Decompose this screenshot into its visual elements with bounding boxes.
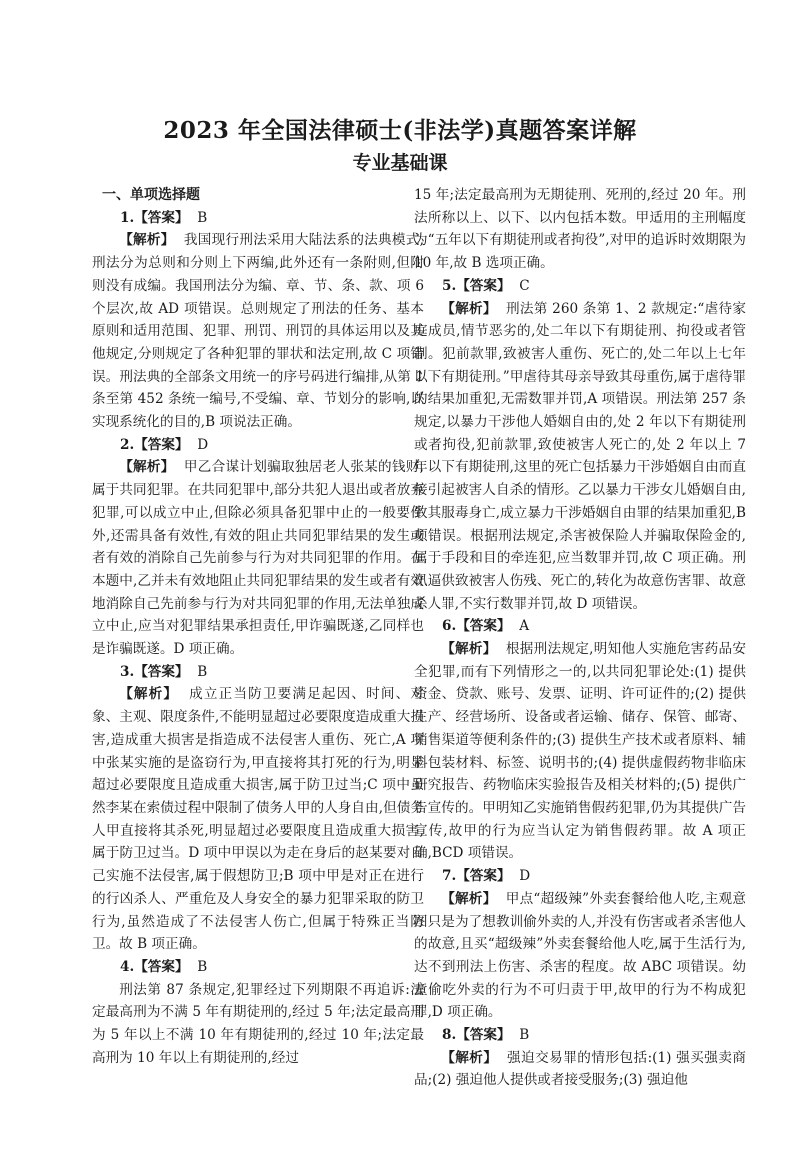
q2-analysis <box>92 456 424 660</box>
q7-answer-label: 7.【答案】 <box>442 868 511 885</box>
q8-answer-value: B <box>519 1027 530 1044</box>
q7-answer <box>442 865 746 888</box>
q3-answer-value: B <box>197 663 208 680</box>
q3-analysis <box>92 683 424 955</box>
section-title: 一、单项选择题 <box>102 187 200 203</box>
q5-analysis-text: 刑法第 260 条第 1、2 款规定:“虐待家庭成员,情节恶劣的,处二年以下有期徒刑、拘役或者管制。犯前款罪,致被害人重伤、死亡的,处二年以上七年以下有期徒刑。”甲虐待其母亲导致其母重伤,属于虐待罪的结果加重犯,无需数罪并罚,A 项错误。刑法第 257 条规定,以暴力干涉他人婚姻自由的,处 2 年以下有期徒刑或者拘役,犯前款罪,致使被害人死亡的,处 2 年以上 7 年以下有期徒刑,这里的死亡包括暴力干涉婚姻自由而直接引起被害人自杀的情形。乙以暴力干涉女儿婚姻自由,致其服毒身亡,成立暴力干涉婚姻自由罪的结果加重犯,B 项错误。根据刑法规定,杀害被保险人并骗取保险金的,属于手段和目的牵连犯,应当数罪并罚,故 C 项正确。刑讯逼供致被害人伤残、死亡的,转化为故意伤害罪、故意杀人罪,不实行数罪并罚,故 D 项错误。 <box>414 300 746 612</box>
q8-analysis <box>414 1047 746 1092</box>
q1-analysis-label: 【解析】 <box>119 232 175 249</box>
q4-answer-label: 4.【答案】 <box>120 958 189 975</box>
q8-analysis-text: 强迫交易罪的情形包括:(1) 强买强卖商品;(2) 强迫他人提供或者接受服务;(3) 强迫他 <box>414 1049 747 1089</box>
q8-answer-label: 8.【答案】 <box>442 1027 511 1044</box>
q6-analysis <box>414 638 746 865</box>
q5-analysis-label: 【解析】 <box>441 300 497 317</box>
page-title: 2023 年全国法律硕士(非法学)真题答案详解 <box>163 117 637 144</box>
q4-answer <box>120 956 424 979</box>
q1-analysis <box>92 229 424 433</box>
q2-answer-value: D <box>197 436 209 453</box>
q1-answer-value: B <box>197 209 208 226</box>
q8-answer <box>442 1024 746 1047</box>
q1-answer-label: 1.【答案】 <box>120 209 189 226</box>
right-column <box>414 184 746 1092</box>
q4-answer-value: B <box>197 958 208 975</box>
q3-answer-label: 3.【答案】 <box>120 663 189 680</box>
left-column <box>92 184 424 1069</box>
q4-analysis-text: 刑法第 87 条规定,犯罪经过下列期限不再追诉:法定最高刑为不满 5 年有期徒刑的,经过 5 年;法定最高刑为 5 年以上不满 10 年有期徒刑的,经过 10 年;法定最高刑为 10 年以上有期徒刑的,经过 <box>92 981 424 1066</box>
q2-answer-label: 2.【答案】 <box>120 436 189 453</box>
q1-analysis-text: 我国现行刑法采用大陆法系的法典模式,刑法分为总则和分则上下两编,此外还有一条附则,但附则没有成编。我国刑法分为编、章、节、条、款、项 6 个层次,故 AD 项错误。总则规定了刑法的任务、基本原则和适用范围、犯罪、刑罚、刑罚的具体运用以及其他规定,分则规定了各种犯罪的罪状和法定刑,故 C 项错误。刑法典的全部条文用统一的序号码进行编排,从第 1 条至第 452 条统一编号,不受编、章、节划分的影响,以实现系统化的目的,B 项说法正确。 <box>92 232 424 431</box>
page-subtitle: 专业基础课 <box>352 152 448 174</box>
q6-analysis-label: 【解析】 <box>441 641 497 658</box>
q7-analysis-text: 甲点“超级辣”外卖套餐给他人吃,主观意图只是为了想教训偷外卖的人,并没有伤害或者杀害他人的故意,且买“超级辣”外卖套餐给他人吃,属于生活行为,达不到刑法上伤害、杀害的程度。故 ABC 项错误。幼童偷吃外卖的行为不可归责于甲,故甲的行为不构成犯罪,D 项正确。 <box>414 890 746 1021</box>
q5-analysis <box>414 298 746 616</box>
q5-answer <box>442 275 746 298</box>
q3-answer <box>120 661 424 684</box>
q7-analysis <box>414 888 746 1024</box>
q5-answer-label: 5.【答案】 <box>442 277 511 294</box>
q5-answer-value: C <box>519 277 530 294</box>
q7-answer-value: D <box>519 868 531 885</box>
q6-answer-value: A <box>519 618 530 635</box>
q8-analysis-label: 【解析】 <box>441 1049 498 1066</box>
q2-analysis-text: 甲乙合谋计划骗取独居老人张某的钱财,属于共同犯罪。在共同犯罪中,部分共犯人退出或者放弃犯罪,可以成立中止,但除必须具备犯罪中止的一般要件外,还需具备有效性,有效的阻止共同犯罪结果的发生或者有效的消除自己先前参与行为对共同犯罪的作用。在本题中,乙并未有效地阻止共同犯罪结果的发生或者有效地消除自己先前参与行为对共同犯罪的作用,无法单独成立中止,应当对犯罪结果承担责任,甲诈骗既遂,乙同样也是诈骗既遂。D 项正确。 <box>92 459 424 658</box>
q3-analysis-text: 成立正当防卫要满足起因、时间、对象、主观、限度条件,不能明显超过必要限度造成重大损害,造成重大损害是指造成不法侵害人重伤、死亡,A 项中张某实施的是盗窃行为,甲直接将其打死的行为,明显超过必要限度且造成重大损害,属于防卫过当;C 项中虽然李某在索债过程中限制了债务人甲的人身自由,但债务人甲直接将其杀死,明显超过必要限度且造成重大损害,属于防卫过当。D 项中甲误以为走在身后的赵某要对自己实施不法侵害,属于假想防卫;B 项中甲是对正在进行的行凶杀人、严重危及人身安全的暴力犯罪采取的防卫行为,虽然造成了不法侵害人伤亡,但属于特殊正当防卫。故 B 项正确。 <box>92 686 424 953</box>
q7-analysis-label: 【解析】 <box>441 890 497 907</box>
q6-answer <box>442 615 746 638</box>
q4-analysis <box>92 979 424 1070</box>
q6-analysis-text: 根据刑法规定,明知他人实施危害药品安全犯罪,而有下列情形之一的,以共同犯罪论处:(1) 提供资金、贷款、账号、发票、证明、许可证件的;(2) 提供生产、经营场所、设备或者运输、储存、保管、邮寄、销售渠道等便利条件的;(3) 提供生产技术或者原料、辅料包装材料、标签、说明书的;(4) 提供虚假药物非临床研究报告、药物临床实验报告及相关材料的;(5) 提供广告宣传的。甲明知乙实施销售假药犯罪,仍为其提供广告宣传,故甲的行为应当认定为销售假药罪。故 A 项正确,BCD 项错误。 <box>414 641 746 862</box>
q3-analysis-label: 【解析】 <box>119 686 179 703</box>
q6-answer-label: 6.【答案】 <box>442 618 511 635</box>
q2-answer <box>120 434 424 457</box>
q1-answer <box>120 207 424 230</box>
q2-analysis-label: 【解析】 <box>119 459 175 476</box>
q4-analysis-continued: 15 年;法定最高刑为无期徒刑、死刑的,经过 20 年。刑法所称以上、以下、以内包括本数。甲适用的主刑幅度为“五年以下有期徒刑或者拘役”,对甲的追诉时效期限为 10 年,故 B 选项正确。 <box>414 187 746 272</box>
